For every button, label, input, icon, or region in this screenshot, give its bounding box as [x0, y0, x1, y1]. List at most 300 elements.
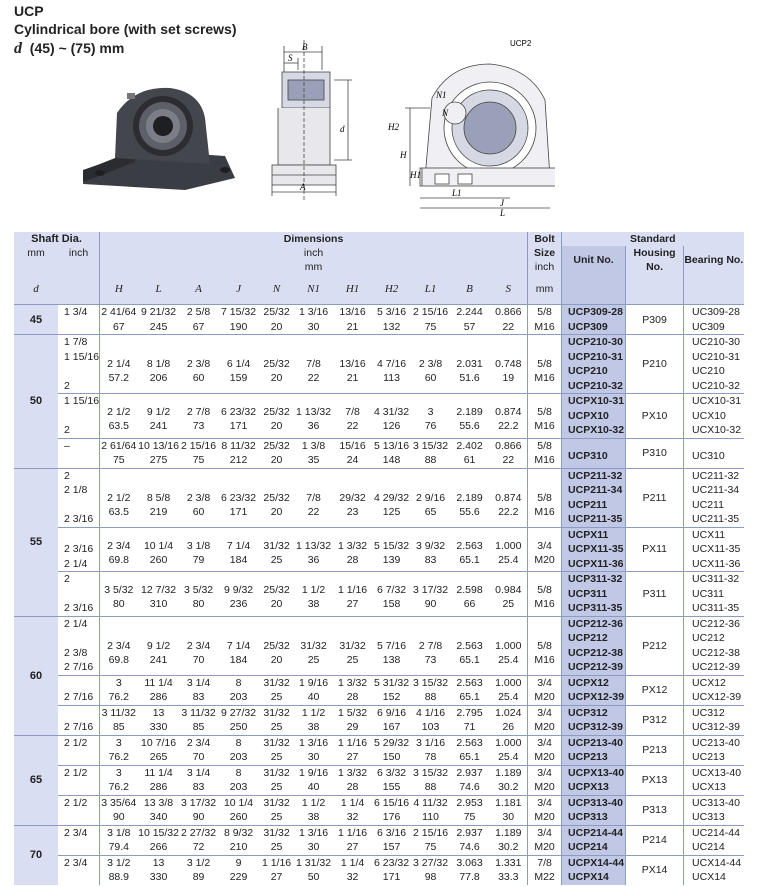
- page-subtitle: Cylindrical bore (with set screws): [14, 21, 237, 37]
- dim-inch-value: 2.402: [456, 439, 483, 452]
- dim-cell-n1: [294, 825, 334, 855]
- bearing-no-value: UC313-40: [692, 796, 740, 809]
- dim-mm-value: 76: [424, 420, 437, 433]
- dim-mm-value: 20: [270, 598, 283, 611]
- table-row: [14, 572, 744, 617]
- shaft-inch-value: [64, 780, 99, 795]
- dim-inch-value: 6 1/4: [226, 358, 251, 371]
- unit-no-value: UCPX14-44: [568, 856, 625, 869]
- dim-cell-b: [450, 616, 490, 675]
- shaft-mm-header: mm: [14, 246, 58, 260]
- dim-inch-value: 2 61/64: [101, 439, 137, 452]
- bearing-no-cell: [684, 735, 744, 765]
- dim-cell-l1: [412, 468, 450, 527]
- dim-inch-value: 0.866: [495, 439, 522, 452]
- shaft-inch-value: 2 3/4: [64, 826, 88, 839]
- dim-mm-value: 67: [192, 320, 205, 333]
- dim-inch-value: 1 3/32: [337, 766, 368, 779]
- dim-mm-value: 90: [112, 811, 125, 824]
- dim-mm-value: 80: [112, 598, 125, 611]
- dim-mm-value: 90: [192, 811, 205, 824]
- bolt-inch-value: 5/8: [537, 491, 552, 504]
- dim-inch-value: 3 9/32: [415, 539, 446, 552]
- size-range: d (45) ~ (75) mm: [14, 40, 125, 57]
- dim-cell-h1: [334, 468, 372, 527]
- shaft-inch-value: 2 7/16: [64, 661, 94, 674]
- dim-mm-value: 219: [149, 505, 168, 518]
- dim-cell-s: [490, 438, 528, 468]
- dim-inch-value: 1 3/16: [298, 306, 329, 319]
- dim-mm-value: 171: [229, 505, 248, 518]
- unit-no-cell: [562, 675, 626, 705]
- dim-inch-value: 2 1/4: [107, 358, 131, 371]
- dim-cell-n1: [294, 616, 334, 675]
- dim-mm-value: 20: [270, 505, 283, 518]
- dim-mm-value: 76.2: [108, 781, 130, 794]
- dim-mm-value: 85: [192, 721, 205, 734]
- dim-mm-value: 74.6: [459, 841, 480, 854]
- table-row: [14, 795, 744, 825]
- dim-cell-h2: [372, 705, 412, 735]
- bolt-inch-value: 3/4: [537, 539, 552, 552]
- dim-inch-value: 7/8: [345, 406, 360, 419]
- unit-no-value: UCP313-40: [568, 796, 623, 809]
- dim-cell-h2: [372, 675, 412, 705]
- dim-inch-value: 2.563: [456, 539, 483, 552]
- bolt-inch-value: 3/4: [537, 706, 552, 719]
- dim-inch-value: 3: [115, 736, 122, 749]
- unit-no-value: UCP311-35: [568, 602, 623, 615]
- dim-inch-value: 3 1/8: [186, 539, 211, 552]
- dim-mm-value: 25.4: [498, 553, 519, 566]
- shaft-inch-cell: [58, 675, 100, 705]
- dim-mm-value: 38: [307, 811, 320, 824]
- unit-no-value: UCP214: [568, 841, 608, 854]
- dim-mm-value: 20: [270, 420, 283, 433]
- unit-no-value: UCP210-32: [568, 379, 623, 392]
- dim-cell-h: [100, 765, 138, 795]
- shaft-mm-cell: 60: [14, 616, 58, 735]
- dim-inch-value: 10 7/16: [141, 736, 177, 749]
- dim-mm-value: 76.2: [108, 751, 130, 764]
- dim-inch-value: 31/32: [263, 736, 290, 749]
- dim-cell-l: [138, 675, 180, 705]
- dim-mm-value: 110: [422, 811, 439, 824]
- dim-inch-value: 2 41/64: [101, 306, 137, 319]
- shaft-mm-cell: 45: [14, 305, 58, 335]
- dim-inch-value: 2.563: [456, 676, 483, 689]
- dim-mm-value: 25: [270, 721, 283, 734]
- dim-cell-b: [450, 527, 490, 572]
- bolt-size-cell: [528, 795, 562, 825]
- dim-inch-value: 25/32: [263, 491, 290, 504]
- bearing-no-cell: [684, 825, 744, 855]
- dim-cell-h1: [334, 765, 372, 795]
- bearing-no-value: UC214: [692, 841, 725, 854]
- bearing-no-value: UC312: [692, 706, 725, 719]
- dim-inch-value: 2 7/8: [186, 406, 211, 419]
- bearing-no-value: UC210: [692, 365, 725, 378]
- unit-no-cell: [562, 705, 626, 735]
- shaft-inch-value: 2: [64, 424, 70, 437]
- dim-inch-value: 7/8: [306, 358, 321, 371]
- table-row: [14, 855, 744, 885]
- dim-mm-value: 113: [383, 372, 400, 385]
- page-header: [14, 2, 237, 59]
- dim-mm-value: 159: [229, 372, 248, 385]
- dim-inch-value: 0.866: [495, 306, 522, 319]
- shaft-inch-value: 2 1/4: [64, 557, 88, 570]
- shaft-inch-value: 2 1/2: [64, 796, 88, 809]
- shaft-inch-value: [64, 528, 99, 543]
- unit-no-value: UCP313: [568, 811, 608, 824]
- dim-inch-value: 5 29/32: [374, 736, 410, 749]
- dim-cell-b: [450, 675, 490, 705]
- dim-inch-value: 7 15/32: [221, 306, 257, 319]
- dim-cell-h2: [372, 305, 412, 335]
- table-row: [14, 305, 744, 335]
- dim-cell-l: [138, 616, 180, 675]
- dim-mm-value: 103: [421, 721, 440, 734]
- dim-inch-value: 6 23/32: [221, 406, 257, 419]
- dim-inch-value: 2.563: [456, 736, 483, 749]
- bearing-no-value: UCX10-32: [692, 424, 742, 437]
- dim-cell-b: [450, 335, 490, 394]
- bearing-no-cell: [684, 795, 744, 825]
- dim-inch-value: 3 17/32: [181, 796, 217, 809]
- dim-inch-value: 10 1/4: [143, 539, 174, 552]
- shaft-inch-value: [64, 870, 99, 885]
- dim-mm-value: 210: [229, 841, 248, 854]
- dim-cell-j: [218, 765, 260, 795]
- shaft-mm-cell: 65: [14, 735, 58, 825]
- bearing-no-value: UC213: [692, 751, 725, 764]
- dim-cell-s: [490, 468, 528, 527]
- dim-mm-value: 203: [229, 751, 248, 764]
- dim-cell-l: [138, 825, 180, 855]
- dim-cell-h: [100, 616, 138, 675]
- dim-cell-h2: [372, 468, 412, 527]
- dim-inch-value: 8: [235, 676, 242, 689]
- bolt-inch-value: 5/8: [537, 439, 552, 452]
- unit-no-value: UCPX14: [568, 871, 609, 884]
- dim-inch-value: 1 3/32: [337, 539, 368, 552]
- dim-mm-value: 71: [463, 721, 476, 734]
- dim-cell-h1: [334, 527, 372, 572]
- bolt-size-cell: [528, 735, 562, 765]
- dim-inch-value: 4 11/32: [413, 796, 448, 809]
- dim-mm-header: mm: [100, 260, 528, 274]
- dim-mm-value: 65: [424, 505, 437, 518]
- bolt-mm-value: M20: [534, 751, 555, 764]
- shaft-mm-cell: 55: [14, 468, 58, 616]
- dim-inch-value: 12 7/32: [141, 584, 177, 597]
- bolt-inch-value: 5/8: [537, 358, 552, 371]
- bearing-no-value: UC311-35: [692, 602, 740, 615]
- label-h: H: [400, 150, 407, 160]
- unit-no-value: UCP312-39: [568, 721, 623, 734]
- shaft-inch-value: 2 1/8: [64, 484, 88, 497]
- dim-mm-value: 74.6: [459, 781, 480, 794]
- dim-inch-value: 2.189: [456, 491, 483, 504]
- standard-header: Standard: [562, 232, 744, 246]
- bolt-header: Bolt: [528, 232, 562, 246]
- dim-inch-value: 0.874: [495, 406, 522, 419]
- dim-mm-value: 70: [192, 653, 205, 666]
- col-header-l: L: [138, 275, 180, 305]
- dim-cell-l: [138, 765, 180, 795]
- dim-inch-value: 25/32: [263, 306, 290, 319]
- dim-mm-value: 245: [149, 320, 168, 333]
- dim-mm-value: 32: [346, 811, 359, 824]
- dim-mm-value: 26: [502, 721, 515, 734]
- shaft-inch-value: 2 3/4: [64, 856, 88, 869]
- dim-inch-value: 2 3/4: [107, 539, 131, 552]
- dim-mm-value: 65.1: [459, 653, 480, 666]
- dim-cell-l1: [412, 438, 450, 468]
- dim-inch-value: 3: [115, 766, 122, 779]
- dim-mm-value: 330: [149, 871, 168, 884]
- housing-no-cell: P312: [626, 705, 684, 735]
- dim-cell-s: [490, 305, 528, 335]
- bolt-mm-value: M20: [534, 553, 555, 566]
- dim-mm-value: 22: [346, 420, 359, 433]
- dim-mm-value: 22: [502, 454, 515, 467]
- dim-inch-value: 2.244: [456, 306, 483, 319]
- dim-cell-a: [180, 675, 218, 705]
- bearing-no-value: UCX12: [692, 676, 726, 689]
- table-row: [14, 825, 744, 855]
- dim-mm-value: 25: [307, 653, 320, 666]
- unit-no-value: UCP213-40: [568, 736, 623, 749]
- dim-cell-a: [180, 795, 218, 825]
- dim-cell-h: [100, 735, 138, 765]
- dim-cell-j: [218, 795, 260, 825]
- dim-mm-value: 171: [229, 420, 248, 433]
- shaft-inch-value: 2 3/16: [64, 602, 94, 615]
- size-header: Size: [528, 246, 562, 260]
- shaft-inch-cell: [58, 468, 100, 527]
- dim-inch-value: 1 3/32: [337, 676, 368, 689]
- bearing-no-value: UCX11-36: [692, 557, 741, 570]
- dim-mm-value: 20: [270, 454, 283, 467]
- dim-mm-value: 83: [192, 781, 205, 794]
- dim-inch-value: 2 3/8: [186, 491, 211, 504]
- dim-mm-value: 73: [424, 653, 437, 666]
- dim-cell-l1: [412, 705, 450, 735]
- dim-inch-value: 1 1/16: [337, 736, 368, 749]
- dim-mm-value: 25: [270, 811, 283, 824]
- dim-cell-j: [218, 705, 260, 735]
- dim-mm-value: 30: [307, 320, 320, 333]
- dim-mm-value: 67: [112, 320, 125, 333]
- dim-inch-value: 9 1/2: [146, 639, 171, 652]
- dim-inch-value: 6 3/16: [376, 826, 407, 839]
- bearing-no-value: UC211: [692, 498, 724, 511]
- dim-inch-value: 31/32: [263, 826, 290, 839]
- dim-cell-s: [490, 616, 528, 675]
- dim-mm-value: 22: [307, 372, 320, 385]
- dim-inch-value: 3 1/4: [186, 676, 211, 689]
- dim-cell-j: [218, 394, 260, 439]
- bearing-no-value: UCX10-31: [692, 395, 742, 408]
- dim-cell-l: [138, 468, 180, 527]
- dim-inch-value: 1.000: [495, 639, 522, 652]
- dim-mm-value: 60: [192, 372, 205, 385]
- dim-cell-b: [450, 305, 490, 335]
- bolt-size-cell: [528, 855, 562, 885]
- unit-no-value: UCP212-38: [568, 646, 623, 659]
- dim-mm-value: 75: [424, 320, 437, 333]
- unit-no-value: UCPX10-31: [568, 395, 625, 408]
- dim-mm-value: 75: [424, 841, 437, 854]
- dim-inch-value: 2 3/4: [186, 736, 211, 749]
- dim-cell-b: [450, 438, 490, 468]
- dim-cell-b: [450, 735, 490, 765]
- bearing-no-value: UC312-39: [692, 721, 740, 734]
- dim-mm-value: 88: [424, 691, 437, 704]
- dim-inch-value: 6 23/32: [374, 856, 410, 869]
- unit-no-cell: [562, 394, 626, 439]
- bearing-no-value: UC210-31: [692, 350, 740, 363]
- unit-no-value: UCPX13: [568, 781, 609, 794]
- dim-mm-value: 85: [112, 721, 125, 734]
- dim-inch-value: 0.874: [495, 491, 522, 504]
- dim-cell-s: [490, 765, 528, 795]
- dim-inch-value: 2 9/16: [415, 491, 446, 504]
- dim-mm-value: 75: [112, 454, 125, 467]
- dim-inch-value: 31/32: [263, 706, 290, 719]
- shaft-inch-value: 1 15/16: [64, 350, 100, 363]
- dim-mm-value: 65.1: [459, 751, 480, 764]
- unit-no-cell: [562, 468, 626, 527]
- dim-cell-n1: [294, 335, 334, 394]
- label-b: B: [302, 42, 308, 52]
- dim-cell-a: [180, 735, 218, 765]
- bearing-no-cell: [684, 705, 744, 735]
- bearing-no-value: UC210-32: [692, 379, 740, 392]
- dim-cell-a: [180, 825, 218, 855]
- unit-no-value: UCP211: [568, 498, 608, 511]
- dim-inch-value: 2.953: [456, 796, 483, 809]
- dim-inch-value: 1 1/2: [301, 796, 326, 809]
- dim-cell-l1: [412, 572, 450, 617]
- dim-cell-b: [450, 795, 490, 825]
- dim-inch-value: 25/32: [263, 439, 290, 452]
- dim-cell-n1: [294, 305, 334, 335]
- dim-inch-value: 5 7/16: [376, 639, 407, 652]
- dim-inch-value: 2.031: [456, 358, 483, 371]
- unit-no-value: UCPX13-40: [568, 766, 625, 779]
- shaft-inch-cell: [58, 527, 100, 572]
- dim-mm-value: 138: [382, 653, 401, 666]
- dim-mm-value: 25.4: [498, 653, 519, 666]
- bearing-no-value: UC212-38: [692, 646, 740, 659]
- dim-mm-value: 79: [192, 553, 205, 566]
- shaft-inch-value: [64, 409, 99, 424]
- bolt-size-cell: [528, 705, 562, 735]
- bolt-mm-value: M16: [534, 320, 555, 333]
- unit-no-header: Unit No.: [562, 246, 626, 274]
- bearing-no-value: UCX11-35: [692, 543, 741, 556]
- dim-cell-n1: [294, 855, 334, 885]
- shaft-dia-header: Shaft Dia.: [14, 232, 100, 246]
- table-row: [14, 438, 744, 468]
- dim-inch-value: 2 7/8: [418, 639, 443, 652]
- dim-mm-value: 260: [149, 553, 168, 566]
- unit-no-value: UCP210-30: [568, 336, 623, 349]
- dim-inch-value: 3 15/32: [413, 439, 449, 452]
- unit-no-cell: [562, 616, 626, 675]
- bearing-no-cell: [684, 527, 744, 572]
- dim-inch-value: 2 5/8: [186, 306, 211, 319]
- dim-mm-value: 265: [149, 751, 168, 764]
- dim-mm-value: 158: [382, 598, 401, 611]
- dim-inch-value: 13: [152, 856, 165, 869]
- bolt-inch-value: 3/4: [537, 826, 552, 839]
- housing-no-cell: PX11: [626, 527, 684, 572]
- dim-inch-value: 5 13/16: [374, 439, 410, 452]
- dim-inch-value: 11 1/4: [144, 676, 173, 689]
- shaft-inch-value: [64, 840, 99, 855]
- dim-cell-h1: [334, 438, 372, 468]
- dim-inch-value: 2.795: [456, 706, 483, 719]
- dim-inch-value: 31/32: [263, 796, 290, 809]
- dim-mm-value: 63.5: [108, 505, 130, 518]
- dim-inch-value: 1 3/8: [301, 439, 326, 452]
- dim-cell-b: [450, 394, 490, 439]
- dim-mm-value: 23: [346, 505, 359, 518]
- bearing-no-value: UC211-35: [692, 513, 740, 526]
- dim-cell-n: [260, 795, 294, 825]
- dim-mm-value: 152: [382, 691, 401, 704]
- dim-inch-value: 1 1/4: [340, 796, 365, 809]
- dim-cell-l1: [412, 855, 450, 885]
- housing-no-cell: P213: [626, 735, 684, 765]
- table-row: [14, 394, 744, 439]
- dim-inch-value: 2 3/4: [107, 639, 131, 652]
- dim-cell-h2: [372, 527, 412, 572]
- dim-mm-value: 157: [382, 841, 401, 854]
- dim-mm-value: 167: [382, 721, 401, 734]
- dim-cell-l: [138, 305, 180, 335]
- dim-cell-n: [260, 765, 294, 795]
- dim-cell-l: [138, 335, 180, 394]
- dim-mm-value: 25.4: [498, 691, 519, 704]
- dim-mm-value: 236: [229, 598, 248, 611]
- dim-inch-value: 2.189: [456, 406, 483, 419]
- housing-no-cell: P313: [626, 795, 684, 825]
- dim-cell-n: [260, 825, 294, 855]
- col-header-n1: N1: [294, 275, 334, 305]
- unit-no-value: UCP210: [568, 365, 608, 378]
- dim-mm-value: 29: [346, 721, 359, 734]
- dim-inch-value: 9 27/32: [221, 706, 257, 719]
- col-header-h2: H2: [372, 275, 412, 305]
- dim-mm-value: 80: [192, 598, 205, 611]
- unit-no-value: UCPX10: [568, 409, 609, 422]
- dim-cell-n1: [294, 795, 334, 825]
- unit-no-value: UCP310: [568, 450, 608, 463]
- dim-cell-l: [138, 795, 180, 825]
- dim-mm-value: 125: [382, 505, 401, 518]
- dim-mm-value: 36: [307, 553, 320, 566]
- dim-inch-value: 1 3/16: [298, 736, 329, 749]
- dim-cell-l1: [412, 305, 450, 335]
- dim-cell-n: [260, 616, 294, 675]
- d-symbol-header: d: [14, 275, 58, 305]
- dim-inch-value: 13/16: [339, 306, 366, 319]
